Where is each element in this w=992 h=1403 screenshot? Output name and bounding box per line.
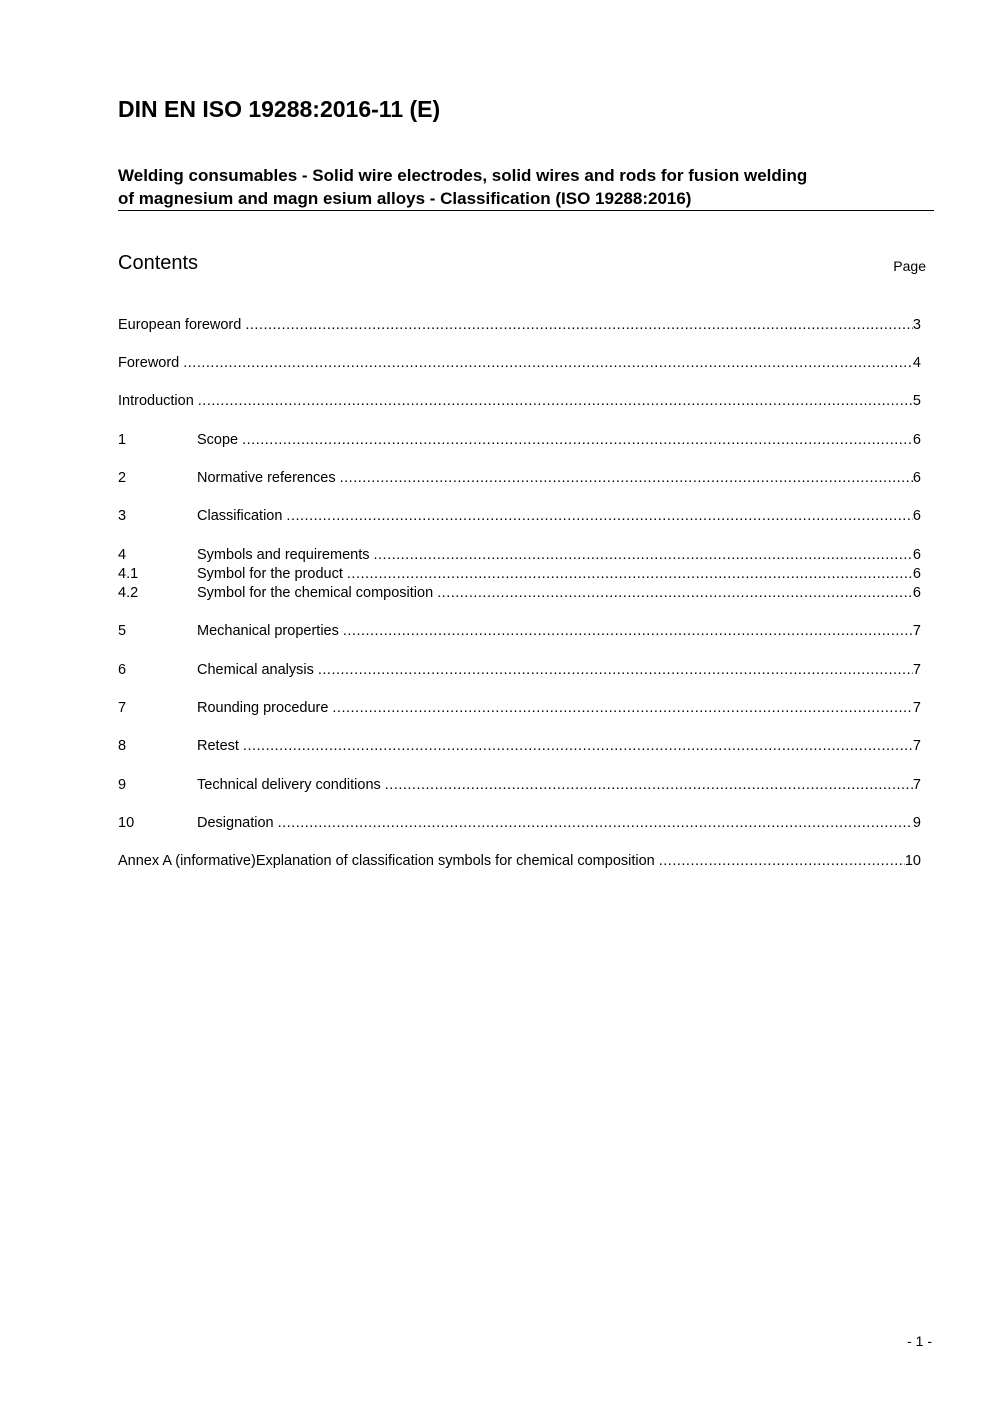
toc-entry-page: 3 — [912, 317, 921, 333]
page-column-heading: Page — [893, 258, 926, 274]
toc-entry-page: 6 — [912, 547, 921, 563]
page-number-footer: - 1 - — [907, 1333, 932, 1349]
toc-entry-label: European foreword — [118, 317, 242, 333]
toc-entry-number: 8 — [118, 738, 127, 754]
toc-entry-label: Annex A (informative)Explanation of classification symbols for chemical composition — [118, 853, 655, 869]
toc-entry-page: 9 — [912, 815, 921, 831]
toc-entry-number: 10 — [118, 815, 135, 831]
toc-entry-number: 2 — [118, 470, 127, 486]
toc-entry-page: 7 — [912, 738, 921, 754]
toc-entry-page: 4 — [912, 355, 921, 371]
toc-entry-classification[interactable] — [118, 507, 921, 526]
toc-leader-dots — [278, 814, 913, 833]
toc-entry-page: 6 — [912, 432, 921, 448]
toc-leader-dots — [242, 431, 913, 450]
toc-entry-rounding-procedure[interactable] — [118, 699, 921, 718]
toc-entry-page: 5 — [912, 393, 921, 409]
toc-leader-dots — [659, 852, 905, 871]
toc-entry-number: 7 — [118, 700, 127, 716]
toc-entry-technical-delivery-conditions[interactable] — [118, 776, 921, 795]
toc-leader-dots — [183, 354, 913, 373]
toc-entry-european-foreword[interactable] — [118, 316, 921, 335]
toc-entry-label: Symbol for the chemical composition — [197, 585, 434, 601]
toc-leader-dots — [286, 507, 913, 526]
toc-entry-page: 6 — [912, 585, 921, 601]
toc-entry-number: 5 — [118, 623, 127, 639]
toc-entry-label: Normative references — [197, 470, 336, 486]
toc-entry-label: Designation — [197, 815, 274, 831]
toc-leader-dots — [385, 776, 913, 795]
toc-entry-page: 7 — [912, 623, 921, 639]
toc-entry-number: 4.1 — [118, 566, 139, 582]
toc-entry-page: 6 — [912, 508, 921, 524]
toc-entry-symbols-and-requirements[interactable] — [118, 546, 921, 565]
toc-entry-normative-references[interactable] — [118, 469, 921, 488]
toc-leader-dots — [245, 316, 913, 335]
toc-entry-page: 7 — [912, 662, 921, 678]
toc-entry-number: 6 — [118, 662, 127, 678]
toc-entry-label: Classification — [197, 508, 283, 524]
toc-leader-dots — [332, 699, 913, 718]
toc-leader-dots — [343, 622, 913, 641]
toc-leader-dots — [243, 737, 913, 756]
toc-entry-chemical-analysis[interactable] — [118, 661, 921, 680]
toc-entry-number: 3 — [118, 508, 127, 524]
toc-entry-label: Chemical analysis — [197, 662, 314, 678]
toc-leader-dots — [340, 469, 913, 488]
toc-leader-dots — [437, 584, 913, 603]
toc-entry-number: 4.2 — [118, 585, 139, 601]
toc-entry-label: Retest — [197, 738, 239, 754]
toc-entry-number: 4 — [118, 547, 127, 563]
toc-entry-page: 7 — [912, 700, 921, 716]
toc-entry-label: Introduction — [118, 393, 194, 409]
toc-entry-retest[interactable] — [118, 737, 921, 756]
toc-entry-page: 10 — [904, 853, 921, 869]
toc-entry-symbol-for-product[interactable] — [118, 565, 921, 584]
toc-entry-label: Mechanical properties — [197, 623, 339, 639]
subtitle-line-2: of magnesium and magn esium alloys - Classification (ISO 19288:2016) — [118, 189, 692, 208]
toc-entry-label: Rounding procedure — [197, 700, 329, 716]
document-subtitle — [118, 164, 934, 211]
toc-entry-number: 1 — [118, 432, 127, 448]
toc-entry-label: Scope — [197, 432, 239, 448]
toc-entry-page: 6 — [912, 470, 921, 486]
toc-entry-foreword[interactable] — [118, 354, 921, 373]
toc-entry-label: Symbol for the product — [197, 566, 343, 582]
contents-heading: Contents — [118, 252, 199, 274]
toc-leader-dots — [198, 392, 913, 411]
toc-entry-designation[interactable] — [118, 814, 921, 833]
toc-entry-mechanical-properties[interactable] — [118, 622, 921, 641]
toc-entry-symbol-for-chemical-composition[interactable] — [118, 584, 921, 603]
toc-entry-page: 7 — [912, 777, 921, 793]
toc-leader-dots — [347, 565, 913, 584]
toc-entry-label: Foreword — [118, 355, 180, 371]
toc-entry-scope[interactable] — [118, 431, 921, 450]
toc-entry-label: Technical delivery conditions — [197, 777, 381, 793]
document-title: DIN EN ISO 19288:2016-11 (E) — [118, 96, 441, 122]
toc-entry-introduction[interactable] — [118, 392, 921, 411]
toc-entry-label: Symbols and requirements — [197, 547, 370, 563]
subtitle-line-1: Welding consumables - Solid wire electrodes, solid wires and rods for fusion welding — [118, 166, 808, 185]
toc-entry-page: 6 — [912, 566, 921, 582]
toc-entry-annex-a[interactable] — [118, 852, 921, 871]
toc-leader-dots — [318, 661, 913, 680]
toc-entry-number: 9 — [118, 777, 127, 793]
toc-leader-dots — [373, 546, 912, 565]
